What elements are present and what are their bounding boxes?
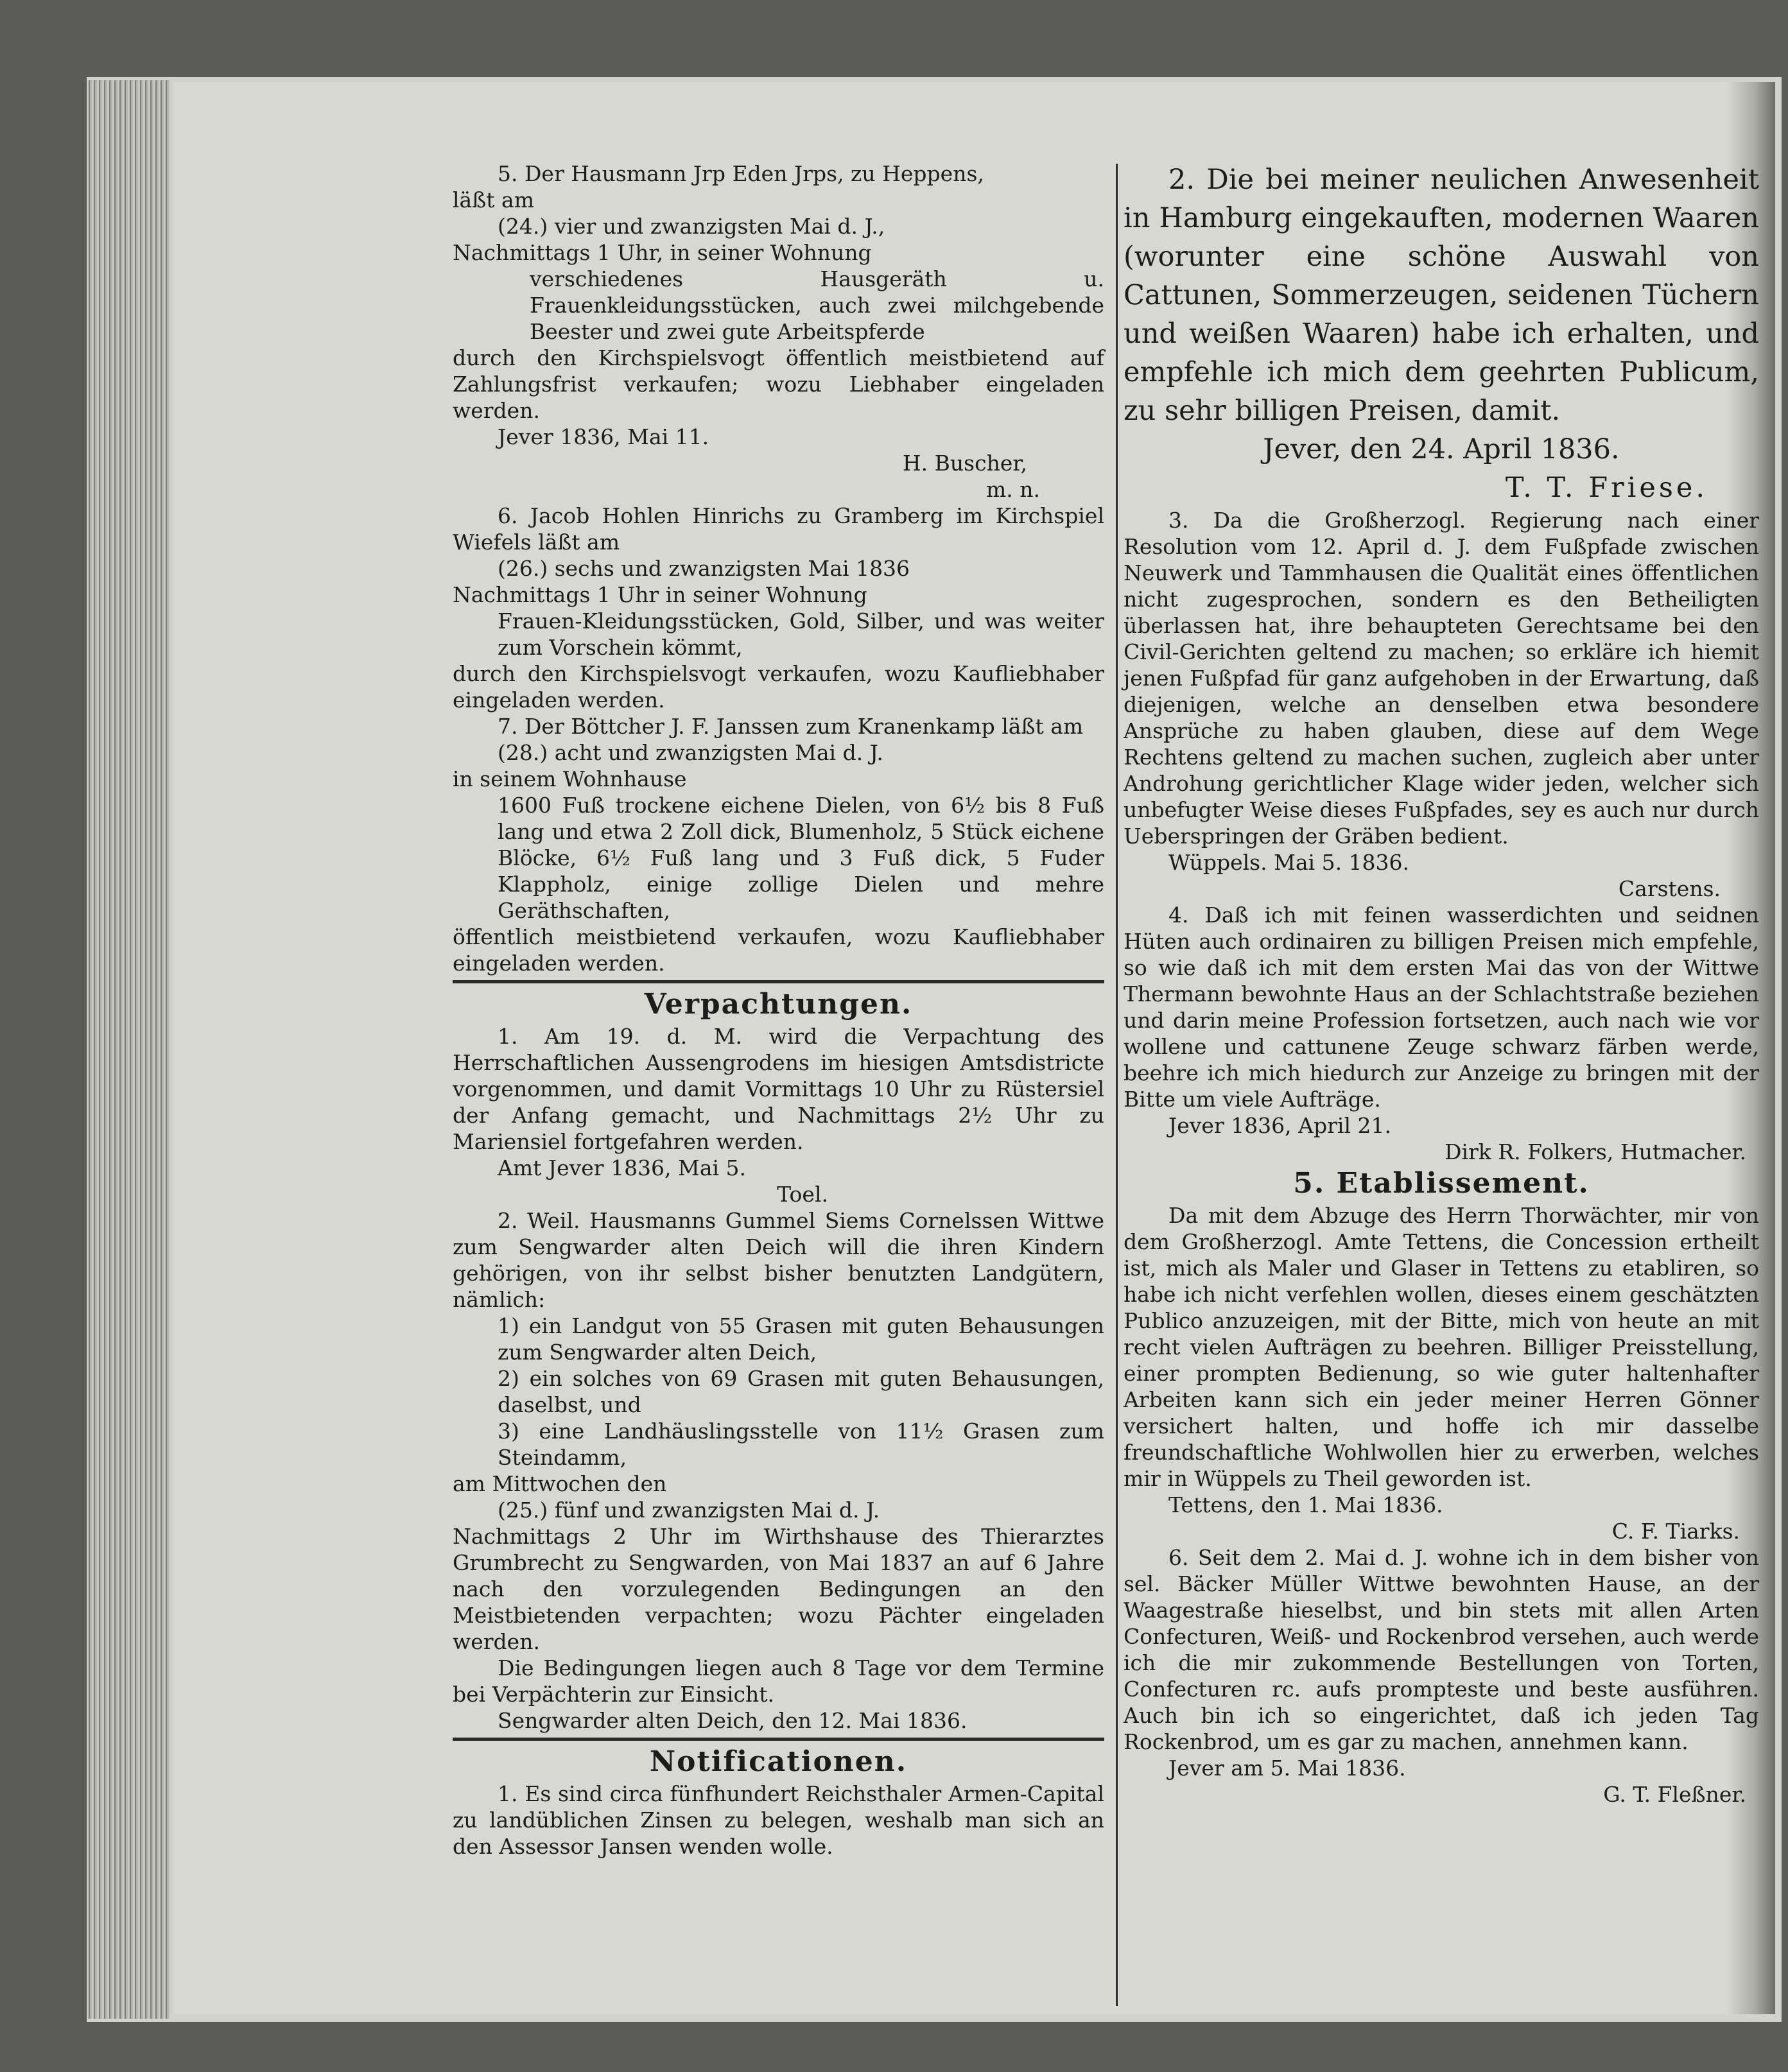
advert-date: Tettens, den 1. Mai 1836. xyxy=(1168,1492,1443,1517)
notice-date-line: (28.) acht und zwanzigsten Mai d. J. xyxy=(498,740,883,765)
advert-text: Da mit dem Abzuge des Herrn Thorwächter, mir von dem Großherzogl. Amte Tettens, die Concession ertheilt ist, mich als Maler und Glaser in Tettens zu etabliren, so habe ich nicht verfehlen wollen, dieses einem geschätzten Publico anzuzeigen, mit der Bitte, mich von heute an mit recht vielen Aufträgen zu beehren. Billiger Preisstellung, einer prompten Bedienung, so wie guter haltenhafter Arbeiten kann sich ein jeder meiner Herren Gönner versichert halten, und hoffe ich mir dasselbe freundschaftliche Wohlwollen hier zu erwerben, welches mir in Wüppels zu Theil geworden ist. xyxy=(1124,1203,1759,1491)
notice-date: Amt Jever 1836, Mai 5. xyxy=(498,1155,747,1180)
advert-3 xyxy=(1124,507,1759,902)
notice-line: durch den Kirchspielsvogt verkaufen, wozu Kaufliebhaber eingeladen werden. xyxy=(453,661,1104,712)
advert-signature: Carstens. xyxy=(1618,876,1721,901)
list-item: 3) eine Landhäuslingsstelle von 11½ Grasen zum Steindamm, xyxy=(498,1419,1104,1470)
auction-notice-5 xyxy=(453,160,1104,503)
lease-notice-1 xyxy=(453,1023,1104,1207)
notice-date-line: (26.) sechs und zwanzigsten Mai 1836 xyxy=(498,556,910,581)
advert-text: 2. Die bei meiner neulichen Anwesenheit in Hamburg eingekauften, modernen Waaren (worunter eine schöne Auswahl von Cattunen, Sommerzeugen, seidenen Tüchern und weißen Waaren) habe ich erhalten, und empfehle ich mich dem geehrten Publicum, zu sehr billigen Preisen, damit. xyxy=(1124,164,1759,427)
advert-signature: G. T. Fleßner. xyxy=(1603,1782,1746,1807)
advert-text: 6. Seit dem 2. Mai d. J. wohne ich in dem bisher von sel. Bäcker Müller Wittwe bewohnten Hause, an der Waagestraße hieselbst, und bin stets mit allen Arten Confecturen, Weiß- und Rockenbrod versehen, auch werde ich die mir zukommende Bestellungen von Torten, Confecturen rc. aufs prompteste und beste ausführen. Auch bin ich so eingerichtet, daß ich jeden Tag Rockenbrod, um es gar zu machen, annehmen kann. xyxy=(1124,1545,1759,1754)
notice-signature: H. Buscher, xyxy=(902,451,1027,476)
left-column xyxy=(453,160,1104,1859)
auction-notice-6 xyxy=(453,503,1104,713)
section-heading-etablissement: 5. Etablissement. xyxy=(1293,1167,1590,1200)
notice-text: 2. Weil. Hausmanns Gummel Siems Cornelssen Wittwe zum Sengwarder alten Deich will die ihren Kindern gehörigen, von ihr selbst bisher benutzten Landgütern, nämlich: xyxy=(453,1208,1104,1312)
lease-notice-2 xyxy=(453,1207,1104,1734)
notice-signature: Toel. xyxy=(777,1182,828,1207)
notice-date: Sengwarder alten Deich, den 12. Mai 1836. xyxy=(498,1708,968,1733)
auction-notice-7 xyxy=(453,713,1104,976)
notice-line: 5. Der Hausmann Jrp Eden Jrps, zu Heppens, xyxy=(498,161,984,186)
section-divider xyxy=(453,980,1104,983)
notice-line: in seinem Wohnhause xyxy=(453,766,687,791)
notice-text: 1. Es sind circa fünfhundert Reichsthaler Armen-Capital zu landüblichen Zinsen zu belegen, weshalb man sich an den Assessor Jansen wenden wolle. xyxy=(453,1781,1104,1859)
notice-text: 1. Am 19. d. M. wird die Verpachtung des Herrschaftlichen Aussengrodens im hiesigen Amtsdistricte vorgenommen, und damit Vormittags 10 Uhr zu Rüstersiel der Anfang gemacht, und Nachmittags 2½ Uhr zu Mariensiel fortgefahren werden. xyxy=(453,1024,1104,1154)
notice-line: durch den Kirchspielsvogt öffentlich meistbietend auf Zahlungsfrist verkaufen; wozu Liebhaber eingeladen werden. xyxy=(453,345,1104,423)
notice-items: verschiedenes Hausgeräth u. Frauenkleidungsstücken, auch zwei milchgebende Beester und zwei gute Arbeitspferde xyxy=(530,266,1104,344)
notice-date: Jever 1836, Mai 11. xyxy=(498,424,709,449)
section-divider xyxy=(453,1738,1104,1741)
page-edges xyxy=(87,80,170,2019)
notice-line: läßt am xyxy=(453,187,534,212)
notice-items: 1600 Fuß trockene eichene Dielen, von 6½ bis 8 Fuß lang und etwa 2 Zoll dick, Blumenholz, 5 Stück eichene Blöcke, 6½ Fuß lang und 3 Fuß dick, 5 Fuder Klappholz, einige zollige Dielen und mehre Geräthschaften, xyxy=(498,793,1104,923)
advert-date: Jever, den 24. April 1836. xyxy=(1263,433,1620,465)
advert-date: Wüppels. Mai 5. 1836. xyxy=(1168,850,1410,875)
advert-signature: Dirk R. Folkers, Hutmacher. xyxy=(1445,1139,1746,1164)
advert-date: Jever am 5. Mai 1836. xyxy=(1168,1756,1406,1781)
notice-line: öffentlich meistbietend verkaufen, wozu Kaufliebhaber eingeladen werden. xyxy=(453,924,1104,976)
section-heading-verpachtungen: Verpachtungen. xyxy=(644,988,913,1021)
column-rule xyxy=(1116,164,1118,2006)
notice-date-line: (25.) fünf und zwanzigsten Mai d. J. xyxy=(498,1498,880,1523)
advert-signature: T. T. Friese. xyxy=(1505,472,1708,504)
advert-6 xyxy=(1124,1544,1759,1808)
advert-signature: C. F. Tiarks. xyxy=(1611,1519,1740,1544)
list-item: 1) ein Landgut von 55 Grasen mit guten Behausungen zum Sengwarder alten Deich, xyxy=(498,1313,1104,1365)
notice-line: 7. Der Böttcher J. F. Janssen zum Kranenkamp läßt am xyxy=(498,714,1084,739)
advert-date: Jever 1836, April 21. xyxy=(1168,1113,1391,1138)
notice-line: Nachmittags 1 Uhr, in seiner Wohnung xyxy=(453,240,872,265)
notice-line: 6. Jacob Hohlen Hinrichs zu Gramberg im Kirchspiel Wiefels läßt am xyxy=(453,503,1104,555)
advert-2 xyxy=(1124,160,1759,507)
list-item: 2) ein solches von 69 Grasen mit guten Behausungen, daselbst, und xyxy=(498,1366,1104,1417)
notice-text: Die Bedingungen liegen auch 8 Tage vor dem Termine bei Verpächterin zur Einsicht. xyxy=(453,1655,1104,1707)
notice-date-line: (24.) vier und zwanzigsten Mai d. J., xyxy=(498,214,885,239)
notification-1 xyxy=(453,1781,1104,1860)
right-column xyxy=(1124,160,1759,1842)
notice-items: Frauen-Kleidungsstücken, Gold, Silber, und was weiter zum Vorschein kömmt, xyxy=(498,609,1104,660)
notice-signature-note: m. n. xyxy=(985,477,1040,502)
section-heading-notificationen: Notificationen. xyxy=(649,1745,908,1778)
advert-text: 3. Da die Großherzogl. Regierung nach einer Resolution vom 12. April d. J. dem Fußpfade zwischen Neuwerk und Tammhausen die Qualität eines öffentlichen nicht zugesprochen, sondern es den Betheiligten überlassen hat, ihre behaupteten Gerechtsame bei den Civil-Gerichten geltend zu machen; so erkläre ich hiemit jenen Fußpfad für ganz aufgehoben in der Erwartung, daß diejenigen, welche an denselben etwa besondere Ansprüche zu haben glauben, diese auf dem Wege Rechtens geltend zu machen suchen, zugleich aber unter Androhung gerichtlicher Klage wider jeden, welcher sich unbefugter Weise dieses Fußpfades, sey es auch nur durch Ueberspringen der Gräben bedient. xyxy=(1124,508,1759,849)
notice-line: Nachmittags 1 Uhr in seiner Wohnung xyxy=(453,582,867,607)
advert-5 xyxy=(1124,1202,1759,1544)
notice-line: am Mittwochen den xyxy=(453,1471,667,1496)
advert-text: 4. Daß ich mit feinen wasserdichten und seidnen Hüten auch ordinairen zu billigen Preisen mich empfehle, so wie daß ich mit dem ersten Mai das von der Wittwe Thermann bewohnte Haus an der Schlachtstraße beziehen und darin meine Profession fortsetzen, auch nach wie vor wollene und cattunene Zeuge schwarz färben werde, beehre ich mich hiedurch zur Anzeige zu bringen mit der Bitte um viele Aufträge. xyxy=(1124,902,1759,1112)
notice-text: Nachmittags 2 Uhr im Wirthshause des Thierarztes Grumbrecht zu Sengwarden, von Mai 1837 an auf 6 Jahre nach den vorzulegenden Bedingungen an den Meistbietenden verpachten; wozu Pächter eingeladen werden. xyxy=(453,1524,1104,1654)
advert-4 xyxy=(1124,902,1759,1165)
